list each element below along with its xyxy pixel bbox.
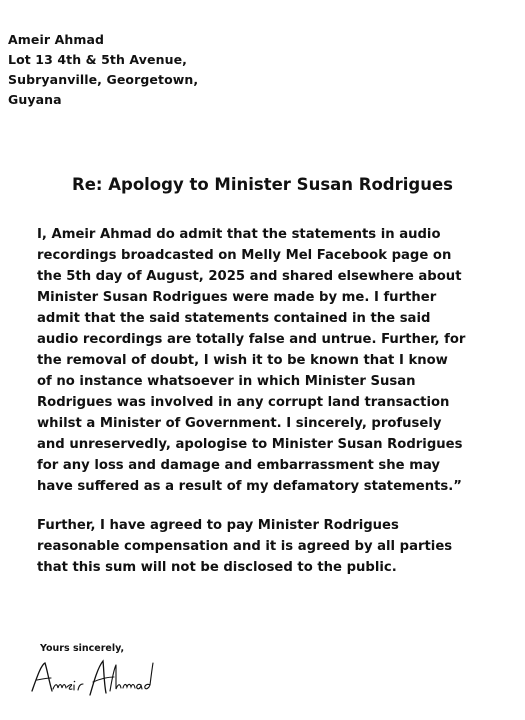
letter-subject: Re: Apology to Minister Susan Rodrigues — [72, 175, 453, 194]
paragraph-line: audio recordings are totally false and untrue. Further, for — [37, 332, 466, 347]
paragraph-line: have suffered as a result of my defamatory statements.” — [37, 479, 462, 494]
paragraph-line: Minister Susan Rodrigues were made by me. I further — [37, 290, 437, 305]
closing-salutation: Yours sincerely, — [40, 643, 125, 654]
apology-paragraph — [37, 224, 507, 497]
paragraph-line: admit that the said statements contained in the said — [37, 311, 431, 326]
paragraph-line: and unreservedly, apologise to Minister Susan Rodrigues — [37, 437, 463, 452]
compensation-paragraph — [37, 515, 507, 578]
sender-address-line-3: Guyana — [8, 92, 62, 107]
sender-address-line-1: Lot 13 4th & 5th Avenue, — [8, 52, 188, 67]
paragraph-line: the 5th day of August, 2025 and shared elsewhere about — [37, 269, 462, 284]
paragraph-line: whilst a Minister of Government. I sincerely, profusely — [37, 416, 442, 431]
paragraph-line: the removal of doubt, I wish it to be known that I know — [37, 353, 448, 368]
paragraph-line: I, Ameir Ahmad do admit that the statements in audio — [37, 227, 441, 242]
paragraph-line: for any loss and damage and embarrassment she may — [37, 458, 441, 473]
paragraph-line: that this sum will not be disclosed to the public. — [37, 560, 397, 575]
sender-address-block — [8, 30, 198, 110]
paragraph-line: reasonable compensation and it is agreed by all parties — [37, 539, 453, 554]
handwritten-signature — [28, 655, 158, 703]
paragraph-line: of no instance whatsoever in which Minister Susan — [37, 374, 416, 389]
sender-address-line-2: Subryanville, Georgetown, — [8, 72, 199, 87]
paragraph-line: Further, I have agreed to pay Minister Rodrigues — [37, 518, 399, 533]
paragraph-line: recordings broadcasted on Melly Mel Facebook page on — [37, 248, 452, 263]
sender-name: Ameir Ahmad — [8, 32, 105, 47]
paragraph-line: Rodrigues was involved in any corrupt land transaction — [37, 395, 450, 410]
